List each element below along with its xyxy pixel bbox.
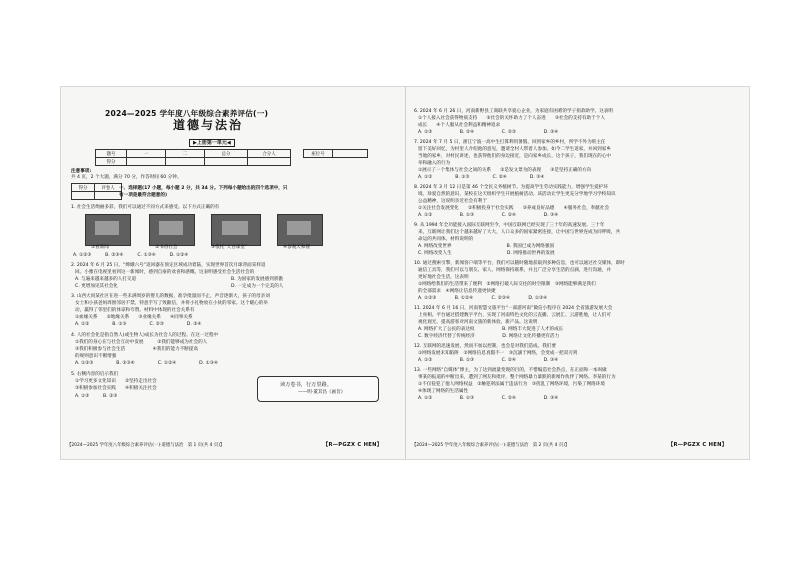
q9-line1: 9. 从 1994 年全功能接入国际互联网至今，中国互联网已经实现了三十年的高速发展。三十年 <box>414 223 605 228</box>
q10-line1: 10. 通过搜索引擎，新闻客户端等平台，我们可以随时随地获取到多种信息，也可以通过社交媒体，即时 <box>414 261 625 266</box>
grader-table <box>71 183 122 200</box>
q11-line3: 视化观光，提高游客对河南文旅的新体验、新产品。这说明 <box>418 320 538 325</box>
grader-label-person: 评卷人 <box>95 184 122 192</box>
q7-line1: 7. 2024 年 7 月 5 日，浙江宁波一高中生打算利用暑假，回到家乡的乡村，所学不外为班主任 <box>414 140 606 145</box>
notes-text: 共 4 页，2 个大题，满分 70 分，作答时间 60 分钟。 <box>71 175 182 180</box>
q6-line1: 6. 2024 年 6 月 26 日，河南新野县工商联共享爱心企业，为家庭有困难的学子捐款助学。这表明 <box>414 109 613 114</box>
seat-cell <box>333 150 368 158</box>
q12-options: A. ①② B. ①③ C. ②④ D. ③④ <box>418 358 559 363</box>
q11-line1: 11. 2024 年 6 月 16 日，河南智慧文旅平台“一部游河南”微信小程序在 2024 全省旅游发展大会 <box>414 306 613 311</box>
q5-options: A. ①③ B. ②③ <box>75 394 118 399</box>
section-one-line1: 一、选择题(17 小题，每小题 2 分，共 34 分。下列每小题给出的四个选项中，只 <box>119 186 288 191</box>
q4-line4: 的规则意识不断增强 <box>75 354 117 359</box>
q7-line4: 举和融入的行为 <box>418 161 451 166</box>
score-col-4: 合分人 <box>248 150 291 158</box>
quote-box <box>257 376 379 402</box>
quote-line2: ——明·董其昌《画旨》 <box>298 390 346 395</box>
q9-options-ab: A. 网络改变世界 B. 我国已成为网络强国 <box>418 244 555 249</box>
score-row-label-2: 得分 <box>96 158 127 166</box>
q7-options: A. ①② B. ①③ C. ②④ D. ③④ <box>418 175 545 180</box>
footer-left-tag: 【R—PGZX C HEN】 <box>323 442 383 448</box>
score-row-label-1: 题号 <box>96 150 127 158</box>
q2-option-c: C. 更增加见其社会化 <box>75 284 118 289</box>
q12-choices: ①网络发展未知陷阱 ②网络信息真假不一 ③沉溺于网络，会变成一把双刃剑 <box>418 351 578 356</box>
q10-line2: 通信工具等，我们可以与朋友、家人、网络保持联系，并且广泛分享生活的点滴，进行沟通，并 <box>418 268 611 273</box>
q9-options-cd: C. 网络改变人生 D. 网络推动世界的发展 <box>418 251 555 256</box>
notes-heading: 注意事项: <box>71 169 92 174</box>
quote-line1: 读万卷书，行万里路。 <box>280 382 332 388</box>
grader-cell <box>72 192 95 200</box>
score-cell <box>166 158 205 166</box>
score-cell <box>205 158 248 166</box>
q4-line1: 4. 人的社会化是指自然人(或生物人)成长为社会人的过程。在这一过程中 <box>71 333 219 338</box>
q7-choices: ①展示了一个集体与社会之间的关系 ②是发文景为的表现 ③是坚持正确的方向 <box>418 168 592 173</box>
q6-options: A. ①③ B. ②④ C. ②③ D. ③④ <box>418 130 559 135</box>
q4-line3: ③我们积极参与社会生活 ④我们的能力不断提高 <box>75 347 199 352</box>
q10-options: A. ①②③ B. ①②④ C. ②③④ D. ①③④ <box>418 296 548 301</box>
q3-line2: 女士和小孩爸妈周围邻居不禁，特意手写了致歉信，并将小礼物放在小伙的邻家。这个暖心的举 <box>75 301 268 306</box>
score-col-1: 一 <box>127 150 166 158</box>
q3-line3: 动，赢得了邻里们的体谅和夸赞。材料中体现的社会关系有 <box>75 308 195 313</box>
q1-image-1 <box>85 214 131 246</box>
q8-line3: 公益精神，这说明亲近社会有利于 <box>418 199 487 204</box>
q5-choices-1: ①学习更多文化知识 ②坚持走出社会 <box>75 379 157 384</box>
q13-line1: 13. 一些网络“自媒体”博主，为了达到流量变现的目的，不惜编造社会热点，在正面和一本叫做 <box>414 368 607 373</box>
q13-line2: 事某的报道的中断出来，遭到了网友和批评，整个网络暴力暴跌的新闻作伙伴了网络。李某的行为 <box>418 375 616 380</box>
q10-choices-1: ①网络给我们的生活带来了便利 ②网络打破人际交往的时空限制 ③网络能够满足我们 <box>418 282 596 287</box>
footer-right: 【2024—2025 学年度八年级综合素养评估(一)·道德与法治 第 2 页(共 4 页)】 <box>412 443 570 448</box>
q1-stem: 1. 社会生活绚丽多彩，我们可以通过不同方式来感受。以下方式正确的有 <box>71 205 220 210</box>
q5-choices-2: ③积极参加社会实践 ④积极关注社会 <box>75 386 157 391</box>
q8-line1: 8. 2024 年 3 月 12 日是第 46 个全民义务植树节。为提高学生劳动实践能力，增强学生爱护环 <box>414 185 608 190</box>
q7-line3: 当地的家乡，对村民讲述，也获得他们的身边接近，是向家乡成长，这个孩子，我们现在的心中 <box>418 154 611 159</box>
page-left <box>61 87 405 459</box>
q1-caption-1: ①看新闻 <box>91 245 109 250</box>
q9-line2: 来，互联网让我们这个越来越好了大大，人口众多的国家紧密连接，让中国与世界连成为同呼吸，共 <box>418 230 621 235</box>
q4-options: A. ①②③ B. ②③④ C. ①②④ D. ①③④ <box>75 361 218 366</box>
q2-option-b: B. 为国家的发展感到骄傲 <box>231 277 284 282</box>
q1-image-3 <box>211 214 261 246</box>
q13-choices-2: ④体现了网络的生活属性 <box>418 389 469 394</box>
q13-choices-1: ①不仅侵犯了他人网络权益 ②触犯刑法属于违法行为 ③扰乱了网络环境，污染了网络环境 <box>418 382 605 387</box>
q2-option-d: D. 一定成为一个完美的人 <box>231 284 284 289</box>
q7-line2: 留下美好回忆，为村里人介绍他的意见，邀请全村人带着人参加。如今二学生返家，并回到家乡 <box>418 147 611 152</box>
q11-line2: 上亮相。平台通过搭建数字平台，实现了河南特色文化的云直播、云展汇、云游胜地，让人们可 <box>418 313 611 318</box>
q5-stem: 5. 右侧内容的启示我们 <box>71 372 119 377</box>
subject-title: 道德与法治 <box>173 118 244 132</box>
q8-line2: 境、珍爱自然的意识，某校在这天组织学生开展植树活动。该活动让学生更充分学地学习学校知识 <box>418 192 616 197</box>
page-right <box>405 87 750 459</box>
q11-options-cd: C. 数字经济代替了传统经济 D. 网络让文化传播更有活力 <box>418 334 560 339</box>
q6-line2: ①个人接入社会获得物质支持 ②社会的关怀助力了个人奋进 ③社会的支持有助于个人 <box>418 116 605 121</box>
q1-caption-3: ③依托“天宫课堂” <box>211 245 248 250</box>
footer-left: 【2024—2025 学年度八年级综合素养评估(一)·道德与法治 第 1 页(共 4 页)】 <box>67 443 225 448</box>
exam-title: 2024—2025 学年度八年级综合素养评估(一) <box>105 109 269 118</box>
score-cell <box>127 158 166 166</box>
q3-choices: ①血缘关系 ②地缘关系 ③业缘关系 ④同事关系 <box>75 315 193 320</box>
q4-line2: ①我们的身心在与社会互动中发展 ②我们能够成为社会的人 <box>75 340 208 345</box>
score-col-3: 总分 <box>205 150 248 158</box>
q2-option-a: A. 与遍来越来越多的人打交道 <box>75 277 137 282</box>
q2-line1: 2. 2024 年 6 月 25 日，“嫦娥六号”返回器在预定区域成功着陆，实现世界首次月球背面采样返 <box>71 263 266 268</box>
q9-line3: 命运的共同体。材料说明的 <box>418 237 474 242</box>
q1-caption-2: ②书香社会 <box>155 245 178 250</box>
q8-choices: ①关注社会发展变化 ②积极投身于社会实践 ③养成良好品德 ④服务社会，奉献社会 <box>418 206 610 211</box>
unit-badge: ▶上册第一单元◀ <box>189 139 235 147</box>
seat-table <box>303 149 368 158</box>
q3-options: A. ①② B. ①③ C. ②③ D. ②④ <box>75 322 202 327</box>
q13-options: A. ①② B. ①③ C. ②④ D. ③④ <box>418 396 559 401</box>
score-cell <box>248 158 291 166</box>
q2-line2: 回。小雅在电视里看到这一新闻时，感到自豪的欢喜和感慨。这表明感受社会生活社会的 <box>75 270 255 275</box>
q11-options-ab: A. 网络扩大了公民的表达权 B. 网络丰大促进了人才的成长 <box>418 327 564 332</box>
q1-options: A. ①②③ B. ②③④ C. ①③④ D. ①②④ <box>73 253 189 258</box>
q1-image-4 <box>277 214 323 246</box>
exam-sheet <box>60 86 750 460</box>
q3-line1: 3. 山西大同某社区在进一些未满周岁的婴儿的数据，准孕批量而不止，声音逐渐大，孩子的母亲刘 <box>71 294 270 299</box>
grader-label-score: 得分 <box>72 184 95 192</box>
q1-image-2 <box>149 214 195 246</box>
score-col-2: 二 <box>166 150 205 158</box>
score-table <box>95 149 291 166</box>
section-one-line2: 有一项是最符合题意的) <box>119 193 168 198</box>
q10-choices-2: 的全部需求 ④网络让信息传递更快捷 <box>418 289 496 294</box>
q6-line3: 成长 ④个人服从社会利益和精神追求 <box>418 123 501 128</box>
grader-cell <box>95 192 122 200</box>
seat-label: 座位号 <box>304 150 333 158</box>
footer-right-tag: 【R—PGZX C HEN】 <box>668 442 728 448</box>
q1-caption-4: ④参观天和楼 <box>283 245 311 250</box>
q10-line3: 更好地社会生活，这表明 <box>418 275 469 280</box>
q8-options: A. ①② B. ①③ C. ②④ D. ③④ <box>418 213 559 218</box>
q12-line1: 12. 互联网的迅速发展，然而不加以控制，也会是对我们造成。我们要 <box>414 344 556 349</box>
